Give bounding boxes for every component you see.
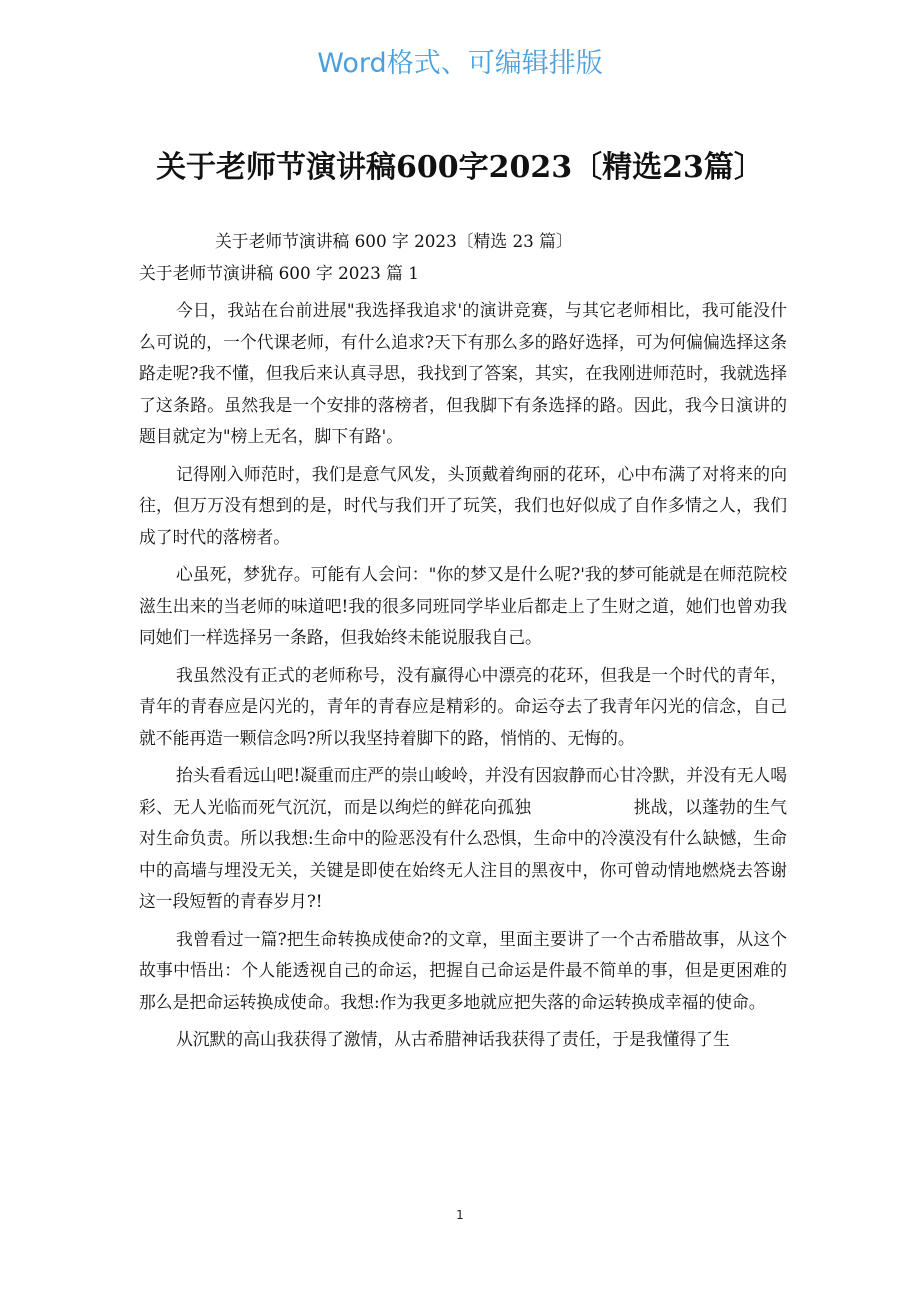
paragraph: 心虽死，梦犹存。可能有人会问："你的梦又是什么呢?'我的梦可能就是在师范院校滋生出来的当老师的味道吧!我的很多同班同学毕业后都走上了生财之道，她们也曾劝我同她们一样选择另一条路，但我始终未能说服我自己。 — [139, 564, 787, 647]
paragraph: 记得刚入师范时，我们是意气风发，头顶戴着绚丽的花环，心中布满了对将来的向往，但万万没有想到的是，时代与我们开了玩笑，我们也好似成了自作多情之人，我们成了时代的落榜者。 — [139, 463, 787, 547]
paragraph: 我曾看过一篇?把生命转换成使命?的文章，里面主要讲了一个古希腊故事，从这个故事中悟出：个人能透视自己的命运，把握自己命运是件最不简单的事，但是更困难的那么是把命运转换成使命。我想:作为我更多地就应把失落的命运转换成幸福的使命。 — [139, 928, 787, 1012]
section-heading: 关于老师节演讲稿 600 字 2023 篇 1 — [139, 262, 419, 283]
paragraph: 我虽然没有正式的老师称号，没有赢得心中漂亮的花环，但我是一个时代的青年，青年的青春应是闪光的，青年的青春应是精彩的。命运夺去了我青年闪光的信念，自己就不能再造一颗信念吗?所以我坚持着脚下的路，悄悄的、无悔的。 — [139, 664, 787, 748]
paragraph: 从沉默的高山我获得了激情，从古希腊神话我获得了责任，于是我懂得了生 — [175, 1029, 730, 1049]
document-title: 关于老师节演讲稿600字2023〔精选23篇〕 — [156, 150, 764, 185]
page-number: 1 — [456, 1208, 464, 1222]
format-banner: Word格式、可编辑排版 — [317, 48, 603, 79]
document-body — [139, 226, 787, 1062]
paragraph: 今日，我站在台前进展"我选择我追求'的演讲竞赛，与其它老师相比，我可能没什么可说的，一个代课老师，有什么追求?天下有那么多的路好选择，可为何偏偏选择这条路走呢?我不懂，但我后来认真寻思，我找到了答案，其实，在我刚进师范时，我就选择了这条路。虽然我是一个安排的落榜者，但我脚下有条选择的路。因此，我今日演讲的题目就定为"榜上无名，脚下有路'。 — [139, 300, 787, 446]
document-subtitle: 关于老师节演讲稿 600 字 2023〔精选 23 篇〕 — [215, 231, 573, 251]
paragraph: 抬头看看远山吧!凝重而庄严的崇山峻岭，并没有因寂静而心甘冷默，并没有无人喝彩、无人光临而死气沉沉，而是以绚烂的鲜花向孤独 挑战，以蓬勃的生气对生命负责。所以我想:生命中的险恶没有什么恐惧，生命中的冷漠没有什么缺憾，生命中的高墙与埋没无关，关键是即使在始终无人注目的黑夜中，你可曾动情地燃烧去答谢这一段短暂的青春岁月?! — [139, 765, 787, 911]
